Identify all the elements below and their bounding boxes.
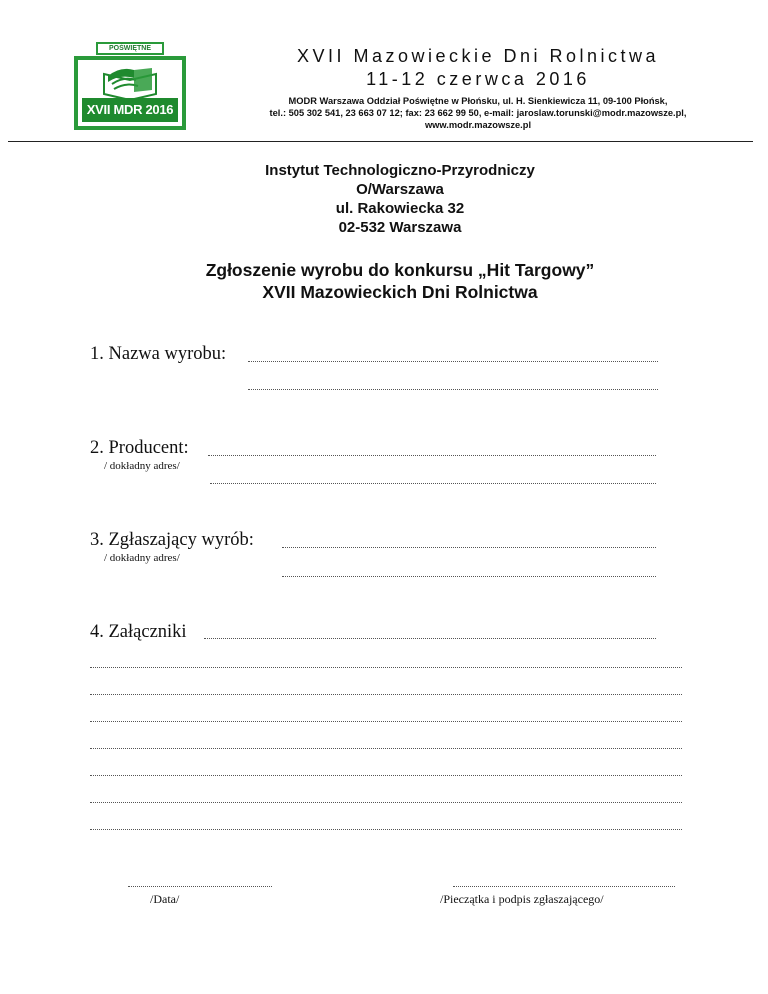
logo-bottom-text: XVII MDR 2016 <box>82 98 178 122</box>
event-dates: 11-12 czerwca 2016 <box>366 69 590 89</box>
field-attachments-label: 4. Załączniki <box>90 622 187 642</box>
field-producer-label: 2. Producent: <box>90 438 189 458</box>
date-label: /Data/ <box>150 892 180 906</box>
organizer-website: www.modr.mazowsze.pl <box>424 120 532 130</box>
field-attachments-line-0[interactable] <box>204 638 656 639</box>
field-product-name-line-2[interactable] <box>248 389 658 390</box>
field-producer-line-2[interactable] <box>210 483 656 484</box>
field-attachments-line-3[interactable] <box>90 721 682 722</box>
event-logo <box>74 42 186 130</box>
form-title: Zgłoszenie wyrobu do konkursu „Hit Targowy” <box>205 260 595 280</box>
field-product-name-label: 1. Nazwa wyrobu: <box>90 344 227 364</box>
form-subtitle: XVII Mazowieckich Dni Rolnictwa <box>262 282 538 302</box>
organizer-contact: tel.: 505 302 541, 23 663 07 12; fax: 23 662 99 50, e-mail: jaroslaw.torunski@modr.mazowsze.pl, <box>269 108 687 118</box>
field-attachments-line-1[interactable] <box>90 667 682 668</box>
field-product-name-line-1[interactable] <box>248 361 658 362</box>
date-line[interactable] <box>128 886 272 887</box>
field-applicant-line-2[interactable] <box>282 576 656 577</box>
recipient-line-3: ul. Rakowiecka 32 <box>335 200 465 217</box>
recipient-line-4: 02-532 Warszawa <box>338 219 462 236</box>
organizer-address: MODR Warszawa Oddział Poświętne w Płońsku, ul. H. Sienkiewicza 11, 09-100 Płońsk, <box>288 96 668 106</box>
field-attachments-line-5[interactable] <box>90 775 682 776</box>
field-attachments-line-4[interactable] <box>90 748 682 749</box>
recipient-line-1: Instytut Technologiczno-Przyrodniczy <box>265 162 535 179</box>
field-attachments-line-6[interactable] <box>90 802 682 803</box>
field-attachments-line-2[interactable] <box>90 694 682 695</box>
header-divider <box>8 141 753 142</box>
logo-frame <box>74 56 186 130</box>
field-producer-line-1[interactable] <box>208 455 656 456</box>
field-applicant-hint: / dokładny adres/ <box>104 552 180 564</box>
field-attachments-line-7[interactable] <box>90 829 682 830</box>
event-title: XVII Mazowieckie Dni Rolnictwa <box>296 46 660 66</box>
signature-line[interactable] <box>453 886 675 887</box>
signature-label: /Pieczątka i podpis zgłaszającego/ <box>440 892 604 906</box>
field-producer-hint: / dokładny adres/ <box>104 460 180 472</box>
logo-top-text: POŚWIĘTNE <box>96 42 164 55</box>
field-applicant-label: 3. Zgłaszający wyrób: <box>90 530 254 550</box>
recipient-line-2: O/Warszawa <box>356 181 444 198</box>
field-applicant-line-1[interactable] <box>282 547 656 548</box>
